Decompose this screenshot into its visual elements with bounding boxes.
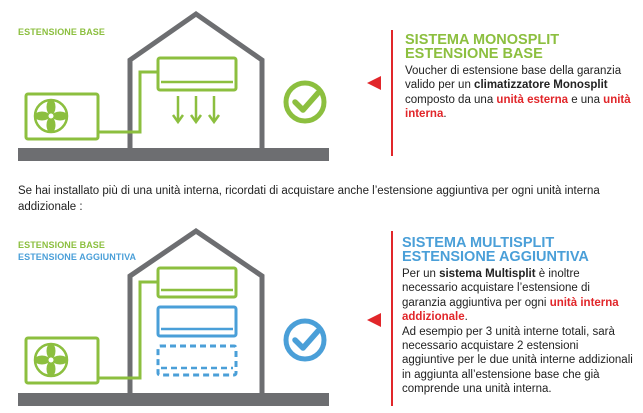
- additional-unit-note: Se hai installato più di una unità interna, ricordati di acquistare anche l’estensione aggiuntiva per ogni unità interna addizionale :: [18, 185, 600, 213]
- pointer-arrow-icon-2: [367, 313, 381, 327]
- monosplit-body: Voucher di estensione base della garanzia valido per un climatizzatore Monosplit composto da una unità esterna e una unità interna.: [405, 65, 631, 121]
- check-circle-icon-2: [286, 321, 324, 359]
- multisplit-description: [402, 236, 634, 397]
- ground-bar-2: [18, 393, 329, 406]
- indoor-unit-base: [158, 268, 236, 297]
- indoor-unit-additional-1: [158, 307, 236, 336]
- estensione-base-label: ESTENSIONE BASE: [18, 27, 106, 37]
- estensione-aggiuntiva-label: ESTENSIONE AGGIUNTIVA: [18, 252, 137, 262]
- monosplit-description: [405, 33, 633, 122]
- multisplit-title: SISTEMA MULTISPLIT ESTENSIONE AGGIUNTIVA: [402, 235, 589, 265]
- multisplit-example: Ad esempio per 3 unità interne totali, sarà necessario acquistare 2 estensioni aggiuntive per le due unità interne addizionali in aggiunta all’estensione base che già comprende una unità interna.: [402, 325, 633, 396]
- estensione-base-label-2: ESTENSIONE BASE: [18, 240, 106, 250]
- monosplit-title: SISTEMA MONOSPLIT ESTENSIONE BASE: [405, 32, 560, 62]
- multisplit-body: Per un sistema Multisplit è inoltre necessario acquistare l’estensione di garanzia aggiuntiva per ogni unità interna addizionale.: [402, 268, 619, 324]
- panel-divider-line-2: [391, 231, 393, 406]
- pointer-arrow-icon: [367, 76, 381, 90]
- indoor-unit-additional-2: [158, 346, 236, 375]
- panel-divider-line: [391, 30, 393, 156]
